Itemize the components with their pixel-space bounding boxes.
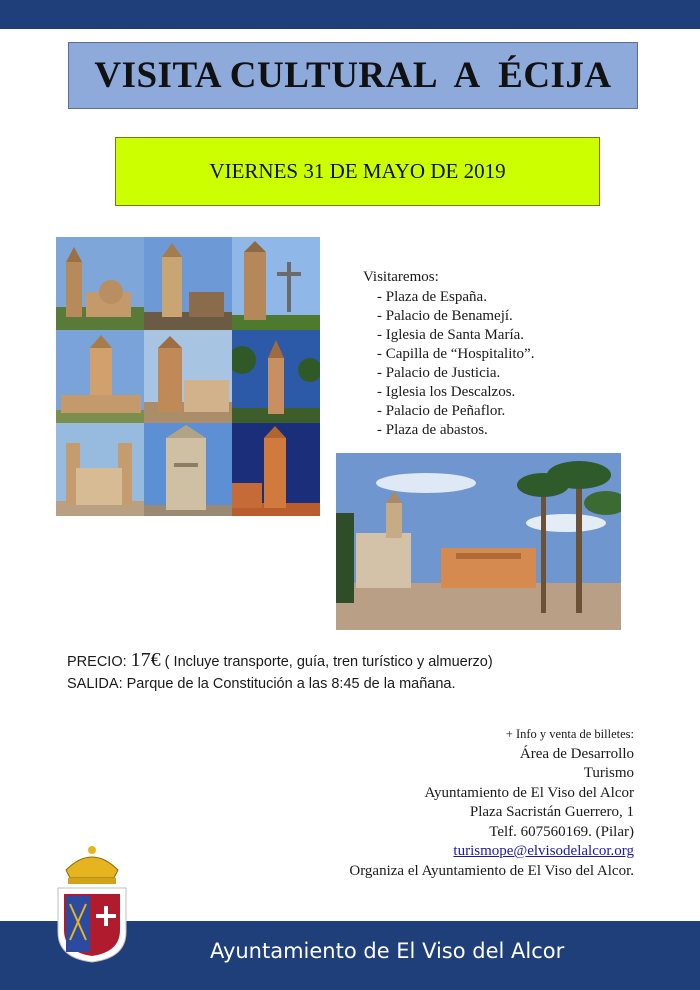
page-title: VISITA CULTURAL A ÉCIJA	[94, 55, 612, 96]
email-link[interactable]: turismope@elvisodelalcor.org	[453, 843, 634, 859]
departure-line: SALIDA: Parque de la Constitución a las 8:45 de la mañana.	[67, 676, 456, 692]
info-block	[349, 725, 634, 881]
info-phone: Telf. 607560169. (Pilar)	[489, 823, 634, 840]
title-banner	[68, 42, 638, 109]
visit-item: - Palacio de Benamejí.	[377, 308, 513, 324]
tower-photo-1	[56, 237, 144, 330]
info-turismo: Turismo	[583, 765, 634, 781]
tower-photo-3	[232, 237, 320, 330]
date-banner	[115, 137, 600, 206]
tower-photo-9	[232, 423, 320, 516]
price-line	[67, 649, 493, 673]
tower-photo-6	[232, 330, 320, 423]
info-address: Plaza Sacristán Guerrero, 1	[469, 804, 634, 820]
price-amount: 17€	[130, 649, 161, 671]
tower-photo-7	[56, 423, 144, 516]
coat-of-arms-icon	[52, 840, 132, 964]
visit-list	[363, 288, 534, 440]
event-date: VIERNES 31 DE MAYO DE 2019	[209, 159, 506, 183]
plaza-photo	[336, 453, 621, 630]
tower-photo-5	[144, 330, 232, 423]
visit-item: - Plaza de España.	[377, 289, 487, 305]
info-ayuntamiento: Ayuntamiento de El Viso del Alcor	[424, 784, 634, 801]
visit-item: - Iglesia de Santa María.	[377, 327, 525, 343]
tower-photo-2	[144, 237, 232, 330]
visit-item: - Capilla de “Hospitalito”.	[377, 346, 535, 362]
visit-list-block	[363, 268, 534, 440]
info-intro: + Info y venta de billetes:	[505, 727, 634, 741]
visit-item: - Plaza de abastos.	[377, 422, 488, 438]
price-detail: ( Incluye transporte, guía, tren turístico y almuerzo)	[160, 654, 493, 670]
footer-text: Ayuntamiento de El Viso del Alcor	[210, 939, 565, 963]
visit-item: - Palacio de Peñaflor.	[377, 403, 506, 419]
visit-item: - Palacio de Justicia.	[377, 365, 501, 381]
info-area: Área de Desarrollo	[519, 745, 634, 762]
visit-title: Visitaremos:	[363, 269, 439, 285]
tower-photo-4	[56, 330, 144, 423]
organizer: Organiza el Ayuntamiento de El Viso del Alcor.	[349, 862, 634, 879]
price-block	[67, 649, 493, 695]
price-label: PRECIO:	[67, 654, 131, 670]
tower-photo-8	[144, 423, 232, 516]
top-band	[0, 0, 700, 29]
visit-item: - Iglesia los Descalzos.	[377, 384, 516, 400]
tower-photo-mosaic	[56, 237, 320, 516]
